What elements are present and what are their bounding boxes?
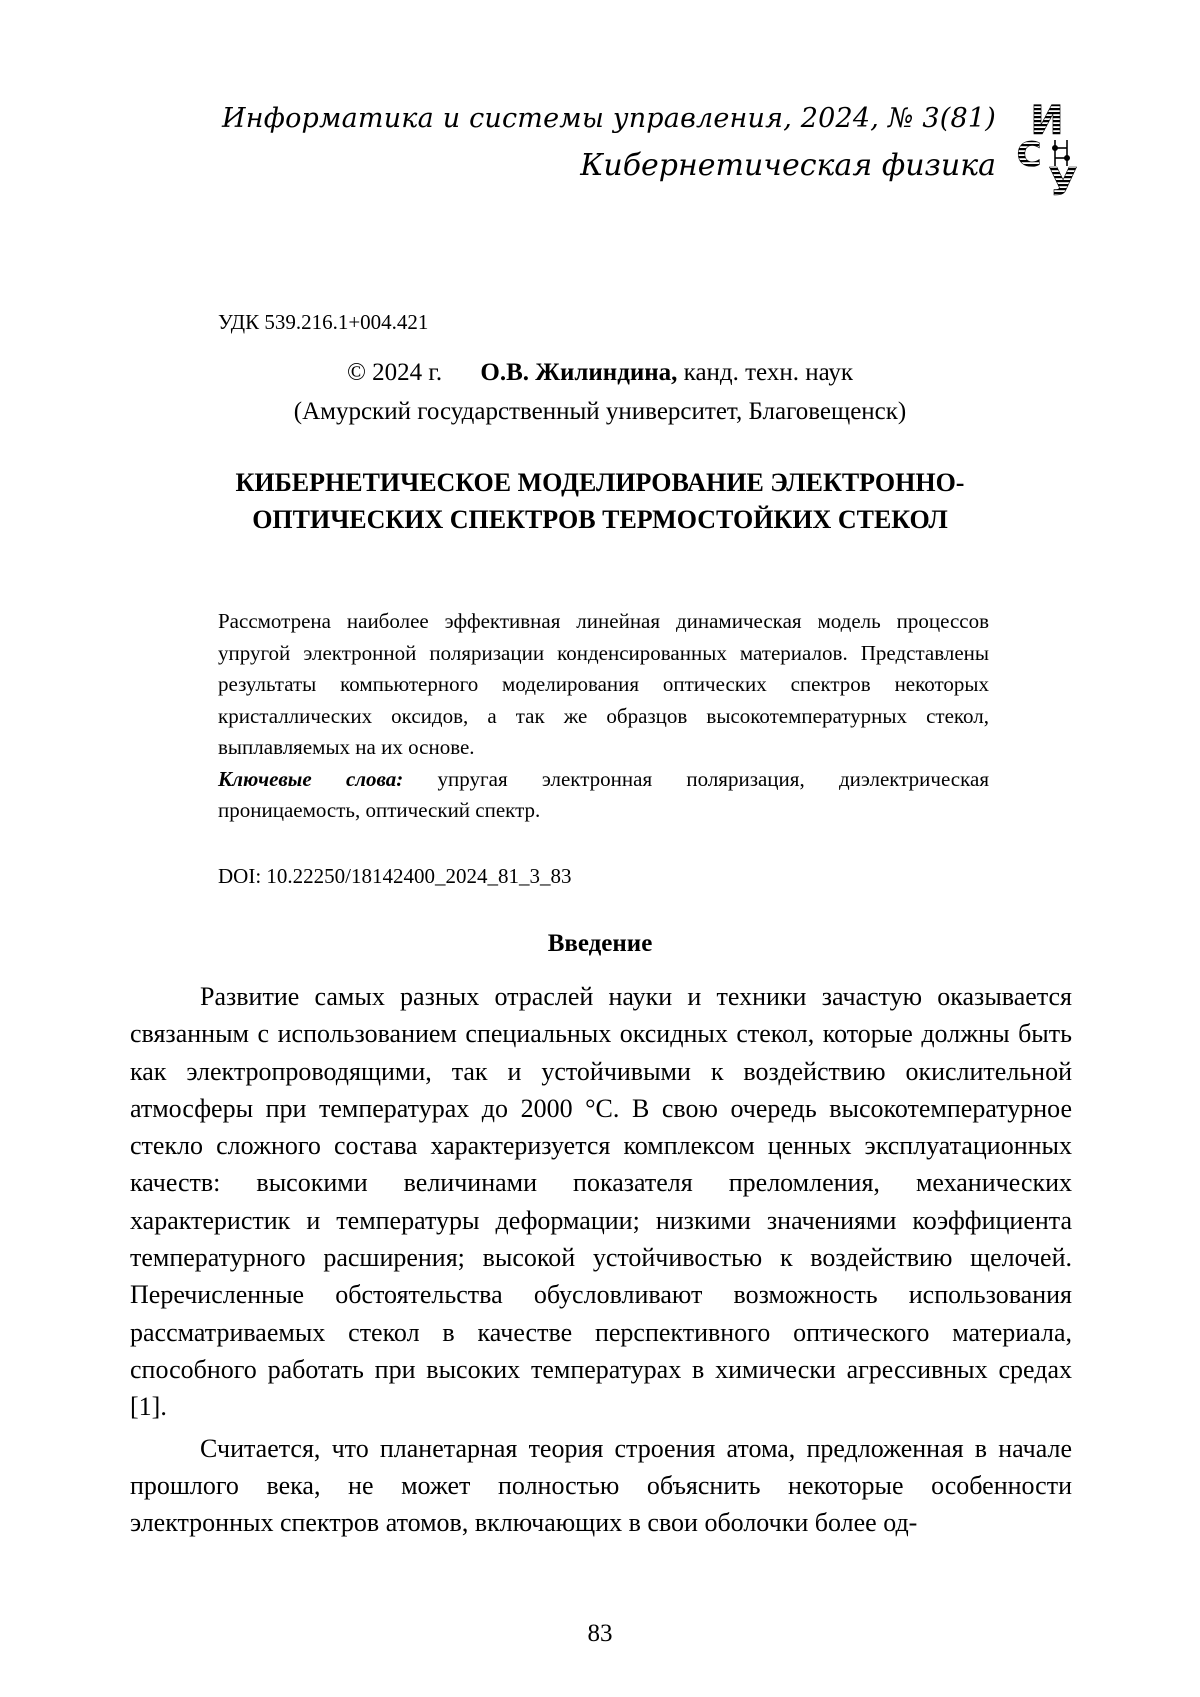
keywords-list: упругая электронная поляризация, диэлектрическая проницаемость, оптический спектр.: [218, 767, 989, 823]
keywords: [218, 764, 989, 827]
logo-letter-u: У: [1048, 160, 1077, 200]
logo-letter-s: С: [1017, 135, 1042, 175]
author-degree: канд. техн. наук: [684, 359, 853, 386]
affiliation: (Амурский государственный университет, Благовещенск): [0, 398, 1200, 426]
paragraph-2: Считается, что планетарная теория строения атома, предложенная в начале прошлого века, не может полностью объяснить некоторые особенности электронных спектров атомов, включающих в свои оболочки более од-: [130, 1430, 1072, 1542]
section-title: Кибернетическая физика: [580, 148, 996, 183]
author-line: [0, 359, 1200, 387]
abstract: [218, 606, 989, 827]
keywords-label: Ключевые слова:: [218, 767, 403, 791]
journal-page: [0, 0, 1200, 1697]
logo-letter-i: И: [1030, 100, 1063, 144]
paragraph-1: Развитие самых разных отраслей науки и техники зачастую оказывается связанным с использованием специальных оксидных стекол, которые должны быть как электропроводящими, так и устойчивыми к воздействию окислительной атмосферы при температурах до 2000 °С. В свою очередь высокотемпературное стекло сложного состава характеризуется комплексом ценных эксплуатационных качеств: высокими величинами показателя преломления, механических характеристик и температуры деформации; низкими значениями коэффициента температурного расширения; высокой устойчивостью к воздействию щелочей. Перечисленные обстоятельства обусловливают возможность использования рассматриваемых стекол в качестве перспективного оптического материала, способного работать при высоких температурах в химически агрессивных средах [1].: [130, 978, 1072, 1426]
author-name: О.В. Жилиндина,: [480, 359, 677, 386]
copyright: © 2024 г.: [347, 359, 442, 386]
page-number: 83: [0, 1620, 1200, 1648]
section-heading-introduction: Введение: [0, 930, 1200, 958]
doi: DOI: 10.22250/18142400_2024_81_3_83: [218, 864, 572, 889]
body-text: [130, 978, 1072, 1545]
journal-logo: [1013, 100, 1081, 200]
journal-title: Информатика и системы управления, 2024, № 3(81): [222, 103, 996, 134]
udk-code: УДК 539.216.1+004.421: [218, 310, 428, 335]
article-title: КИБЕРНЕТИЧЕСКОЕ МОДЕЛИРОВАНИЕ ЭЛЕКТРОННО-ОПТИЧЕСКИХ СПЕКТРОВ ТЕРМОСТОЙКИХ СТЕКОЛ: [160, 464, 1040, 538]
abstract-text: Рассмотрена наиболее эффективная линейная динамическая модель процессов упругой электронной поляризации конденсированных материалов. Представлены результаты компьютерного моделирования оптических спектров некоторых кристаллических оксидов, а так же образцов высокотемпературных стекол, выплавляемых на их основе.: [218, 606, 989, 764]
